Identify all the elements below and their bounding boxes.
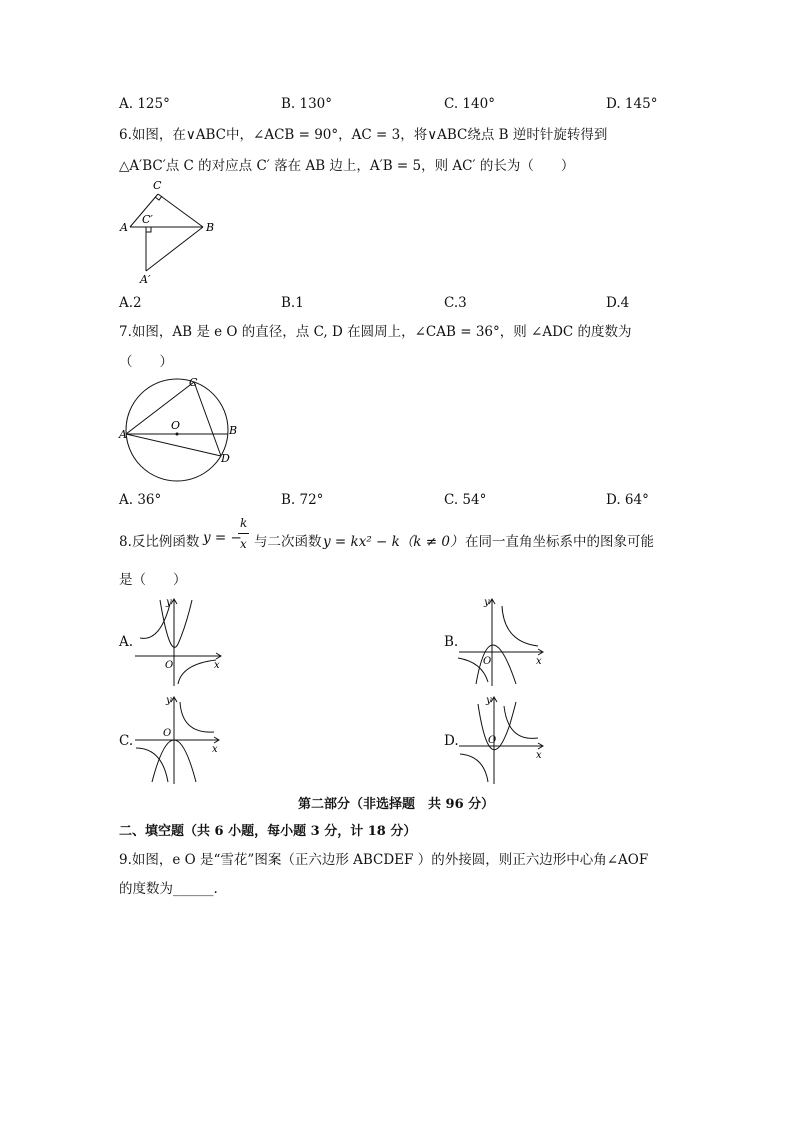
q8-frac-num: k xyxy=(240,516,248,530)
q8-graph-b xyxy=(454,596,554,688)
q8-c-x: x xyxy=(212,744,218,755)
part2-title: 第二部分（非选择题 共 96 分） xyxy=(298,797,495,812)
q8-a-o: O xyxy=(165,660,174,671)
q7-label-o: O xyxy=(171,419,181,432)
q7-option-b: B. 72° xyxy=(281,492,324,508)
q8-graph-a xyxy=(130,596,230,688)
q8-option-b-label: B. xyxy=(444,634,459,650)
q6-text-line1: 6.如图，在∨ABC中，∠ACB = 90°，AC = 3，将∨ABC绕点 B 逆时针旋转得到 xyxy=(119,127,608,143)
q6-label-b: B xyxy=(206,221,215,234)
q5-option-b: B. 130° xyxy=(281,96,333,112)
q6-label-cprime: C′ xyxy=(142,213,153,226)
q8-frac-bar xyxy=(238,533,249,534)
section-fill-blank-heading: 二、填空题（共 6 小题，每小题 3 分，计 18 分） xyxy=(119,824,417,839)
q6-label-aprime: A′ xyxy=(140,273,151,286)
q8-graph-c xyxy=(130,694,230,786)
q7-label-d: D xyxy=(221,452,230,465)
q7-text-line2: （ ） xyxy=(119,354,173,370)
q6-text-line2: △A′BC′点 C 的对应点 C′ 落在 AB 边上，A′B = 5，则 AC′ 的长为（ ） xyxy=(119,158,575,174)
q8-func2: y = kx² − k（k ≠ 0） xyxy=(323,534,464,550)
q5-option-d: D. 145° xyxy=(606,96,658,112)
q8-c-y: y xyxy=(166,695,172,706)
q8-func1: y = − xyxy=(203,530,242,546)
q8-b-y: y xyxy=(484,597,490,608)
q8-a-x: x xyxy=(214,660,220,671)
q7-option-a: A. 36° xyxy=(119,492,162,508)
q8-b-x: x xyxy=(536,656,542,667)
q8-frac-den: x xyxy=(240,537,247,551)
q8-text-pre: 8.反比例函数 xyxy=(119,534,200,550)
q7-text-line1: 7.如图，AB 是 e O 的直径，点 C, D 在圆周上，∠CAB = 36°，则 ∠ADC 的度数为 xyxy=(119,324,632,340)
q8-d-x: x xyxy=(536,750,542,761)
q5-option-c: C. 140° xyxy=(444,96,495,112)
q6-option-c: C.3 xyxy=(444,295,467,311)
q6-figure xyxy=(115,175,225,290)
q7-option-c: C. 54° xyxy=(444,492,487,508)
q6-option-a: A.2 xyxy=(119,295,142,311)
q7-label-a: A xyxy=(119,428,127,441)
q8-text-mid: 与二次函数 xyxy=(254,534,322,550)
q8-a-y: y xyxy=(166,597,172,608)
q6-label-a: A xyxy=(120,221,128,234)
q8-text-line2: 是（ ） xyxy=(119,572,187,588)
q8-d-y: y xyxy=(486,695,492,706)
q7-label-c: C xyxy=(189,376,198,389)
q8-text-post: 在同一直角坐标系中的图象可能 xyxy=(465,534,654,550)
q7-option-d: D. 64° xyxy=(606,492,649,508)
q8-option-a-label: A. xyxy=(119,634,134,650)
q6-label-c: C xyxy=(153,179,162,192)
q8-d-o: O xyxy=(488,735,497,746)
q7-label-b: B xyxy=(229,424,238,437)
q8-b-o: O xyxy=(483,656,492,667)
q6-option-b: B.1 xyxy=(281,295,304,311)
q9-text-line1: 9.如图，e O 是“雪花”图案（正六边形 ABCDEF ）的外接圆，则正六边形中心角∠AOF xyxy=(119,852,649,868)
q8-option-d-label: D. xyxy=(444,733,459,749)
q8-option-c-label: C. xyxy=(119,733,134,749)
q5-option-a: A. 125° xyxy=(119,96,170,112)
q8-c-o: O xyxy=(163,728,172,739)
q8-graph-d xyxy=(454,694,554,786)
q6-option-d: D.4 xyxy=(606,295,630,311)
q7-figure xyxy=(115,372,245,487)
q9-text-line2: 的度数为______. xyxy=(119,881,218,897)
